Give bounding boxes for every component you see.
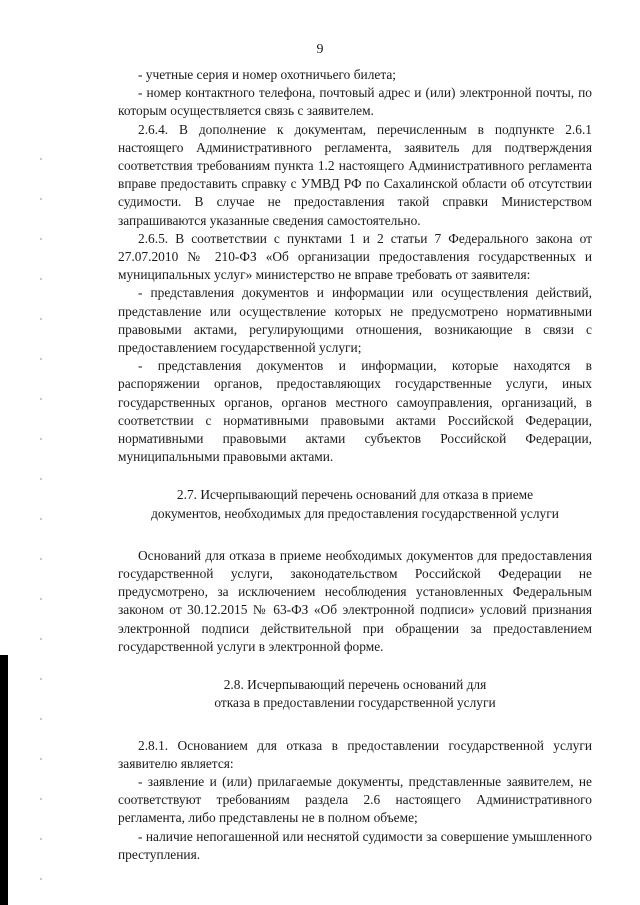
paragraph: - учетные серия и номер охотничьего билета; <box>138 67 397 82</box>
section-heading-line: документов, необходимых для предоставления государственной услуги <box>151 505 559 521</box>
paragraph: 2.6.5. В соответствии с пунктами 1 и 2 статьи 7 Федерального закона от 27.07.2010 № 210-ФЗ «Об организации предоставления государственных и муниципальных услуг» министерство не вправе требовать от заявителя: <box>118 230 592 283</box>
paragraph: - представления документов и информации, которые находятся в распоряжении органов, предоставляющих государственные услуги, иных государственных органов, органов местного самоуправления, организаций, в соответствии с нормативными правовыми актами Российской Федерации, нормативными правовыми актами субъектов Российской Федерации, муниципальными правовыми актами. <box>118 358 592 465</box>
document-body <box>118 66 592 864</box>
paragraph: - заявление и (или) прилагаемые документы, представленные заявителем, не соответствуют требованиям раздела 2.6 настоящего Административного регламента, либо представлены не в полном объеме; <box>118 773 592 826</box>
paragraph: - номер контактного телефона, почтовый адрес и (или) электронной почты, по которым осуществляется связь с заявителем. <box>118 85 592 119</box>
paragraph: - представления документов и информации или осуществления действий, представление или осуществление которых не предусмотрено нормативными правовыми актами, регулирующими отношения, возникающие в связи с предоставлением государственной услуги; <box>118 285 592 356</box>
section-heading-line: 2.8. Исчерпывающий перечень оснований для <box>223 677 487 693</box>
section-heading <box>118 486 592 522</box>
margin-dots <box>40 120 42 880</box>
paragraph: 2.8.1. Основанием для отказа в предоставлении государственной услуги заявителю является: <box>118 737 592 771</box>
spacer <box>118 656 592 676</box>
paragraph: - наличие непогашенной или неснятой судимости за совершение умышленного преступления. <box>118 828 592 862</box>
section-heading <box>118 676 592 712</box>
page-number: 9 <box>316 42 324 57</box>
spacer <box>118 466 592 486</box>
binding-strip <box>0 655 8 905</box>
spacer <box>118 523 592 547</box>
paragraph: 2.6.4. В дополнение к документам, перечисленным в подпункте 2.6.1 настоящего Административного регламента, заявитель для подтверждения соответствия требованиям пункта 1.2 настоящего Административного регламента вправе предоставить справку с УМВД РФ по Сахалинской области об отсутствии судимости. В случае не предоставления такой справки Министерством запрашиваются указанные сведения самостоятельно. <box>118 121 592 228</box>
section-heading-line: отказа в предоставлении государственной услуги <box>214 695 496 711</box>
section-heading-line: 2.7. Исчерпывающий перечень оснований для отказа в приеме <box>176 487 534 503</box>
paragraph: Оснований для отказа в приеме необходимых документов для предоставления государственной услуги, законодательством Российской Федерации не предусмотрено, за исключением несоблюдения установленных Федеральным законом от 30.12.2015 № 63-ФЗ «Об электронной подписи» условий признания электронной подписи действительной при обращении за предоставлением государственной услуги в электронной форме. <box>118 547 592 654</box>
spacer <box>118 713 592 737</box>
